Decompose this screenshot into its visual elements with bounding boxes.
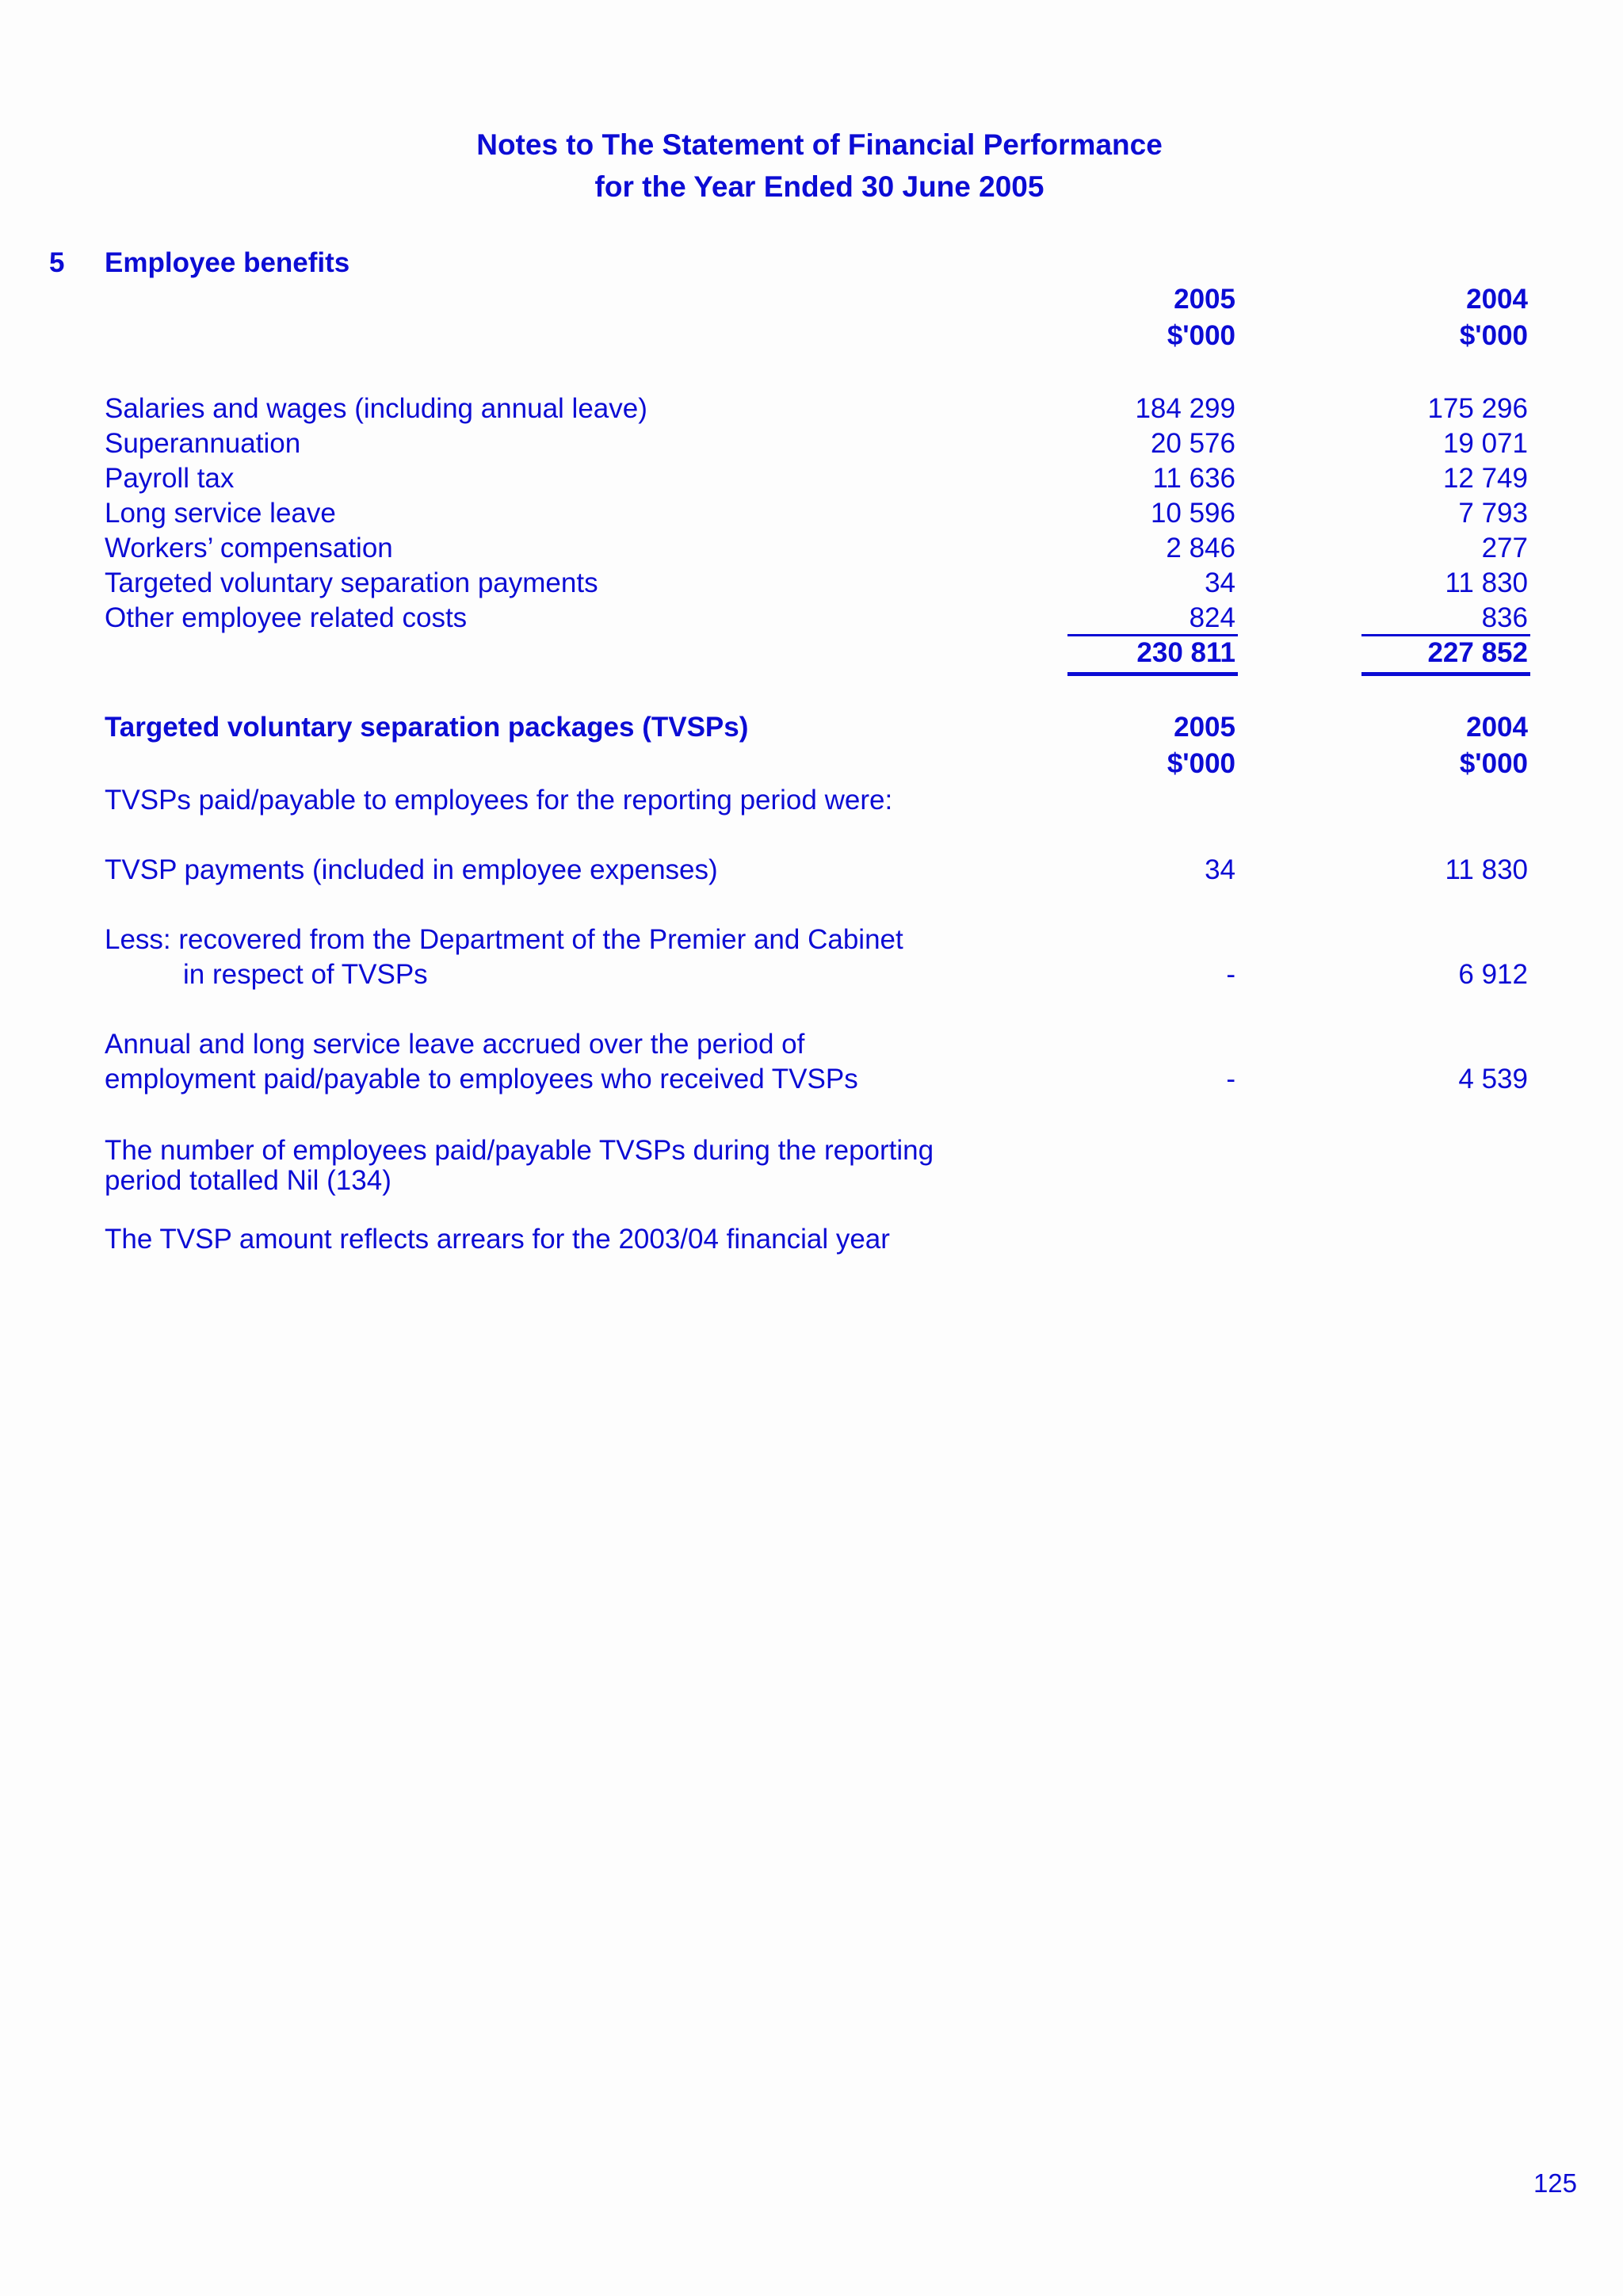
tvsp-col-unit-2004: $'000 (1459, 748, 1528, 779)
tvsp-payments-2004: 11 830 (1445, 854, 1528, 885)
tvsp-payments-label: TVSP payments (included in employee expenses) (105, 854, 718, 885)
tvsp-col-unit-2005: $'000 (1167, 748, 1235, 779)
row-value-2004: 19 071 (1442, 428, 1528, 459)
row-value-2005: 184 299 (1135, 393, 1235, 424)
col-header-2005: 2005 (1174, 284, 1235, 315)
tvsp-count-note: The number of employees paid/payable TVSPs during the reporting (105, 1135, 934, 1166)
total-2005: 230 811 (1136, 637, 1235, 668)
tvsp-count-note-cont: period totalled Nil (134) (105, 1165, 391, 1196)
row-label: Other employee related costs (105, 602, 468, 633)
note-number: 5 (49, 247, 65, 278)
row-value-2004: 836 (1481, 602, 1528, 633)
tvsp-heading: Targeted voluntary separation packages (TVSPs) (105, 712, 749, 743)
tvsp-intro: TVSPs paid/payable to employees for the reporting period were: (105, 785, 893, 816)
tvsp-leave-2004: 4 539 (1458, 1064, 1528, 1095)
col-unit-2004: $'000 (1459, 320, 1528, 351)
page-title: Notes to The Statement of Financial Performance (476, 128, 1163, 161)
col-unit-2005: $'000 (1167, 320, 1235, 351)
page-subtitle: for the Year Ended 30 June 2005 (594, 170, 1044, 203)
tvsp-arrears-note: The TVSP amount reflects arrears for the 2003/04 financial year (105, 1224, 890, 1255)
tvsp-leave-label-cont: employment paid/payable to employees who received TVSPs (105, 1064, 858, 1095)
row-label: Payroll tax (105, 463, 235, 494)
tvsp-leave-2005: - (1226, 1064, 1235, 1095)
tvsp-payments-2005: 34 (1205, 854, 1235, 885)
col-header-2004: 2004 (1466, 284, 1528, 315)
row-label: Targeted voluntary separation payments (105, 567, 598, 598)
row-value-2004: 12 749 (1442, 463, 1528, 494)
tvsp-leave-label: Annual and long service leave accrued over the period of (105, 1029, 805, 1060)
tvsp-less-label-cont: in respect of TVSPs (183, 959, 428, 990)
row-label: Long service leave (105, 498, 336, 529)
row-value-2004: 277 (1481, 533, 1528, 563)
tvsp-col-header-2005: 2005 (1174, 712, 1235, 743)
row-value-2005: 11 636 (1152, 463, 1235, 494)
total-2004: 227 852 (1427, 637, 1528, 668)
row-value-2005: 20 576 (1150, 428, 1235, 459)
total-rule-2005 (1067, 672, 1238, 676)
subtotal-rule-2005 (1067, 634, 1238, 636)
row-value-2005: 10 596 (1150, 498, 1235, 529)
tvsp-less-label: Less: recovered from the Department of the Premier and Cabinet (105, 924, 903, 955)
row-value-2004: 7 793 (1458, 498, 1528, 529)
tvsp-less-2004: 6 912 (1458, 959, 1528, 990)
row-label: Workers’ compensation (105, 533, 393, 563)
tvsp-col-header-2004: 2004 (1466, 712, 1528, 743)
tvsp-less-2005: - (1226, 959, 1235, 990)
row-value-2005: 34 (1205, 567, 1235, 598)
row-value-2005: 2 846 (1166, 533, 1235, 563)
row-value-2005: 824 (1189, 602, 1235, 633)
page-number: 125 (1533, 2168, 1577, 2198)
total-rule-2004 (1361, 672, 1530, 676)
row-label: Salaries and wages (including annual leave) (105, 393, 647, 424)
subtotal-rule-2004 (1361, 634, 1530, 636)
row-value-2004: 11 830 (1445, 567, 1528, 598)
row-value-2004: 175 296 (1427, 393, 1528, 424)
row-label: Superannuation (105, 428, 301, 459)
section-heading: Employee benefits (105, 247, 350, 278)
